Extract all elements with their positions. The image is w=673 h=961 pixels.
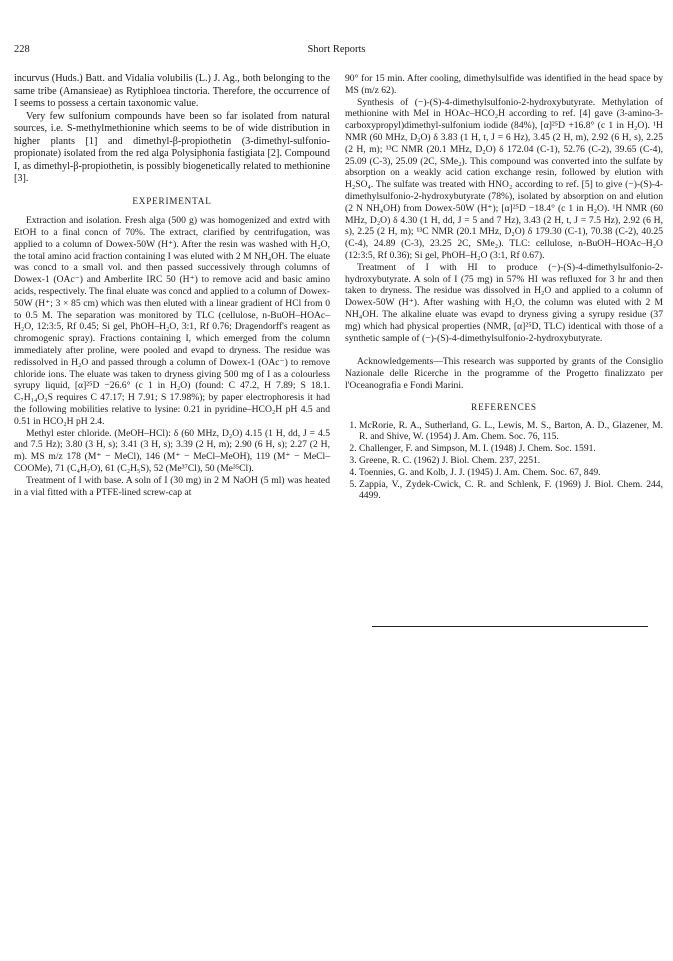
experimental-paragraph: Extraction and isolation. Fresh alga (500 g) was homogenized and extrd with EtOH to a final concn of 70%. The extract, clarified by centrifugation, was applied to a column of Dowex-50W (H⁺). After the resin was washed with H₂O, the total amino acid fraction containing I was eluted with 2 M NH₄OH. The eluate was concd to a small vol. and then passed successively through columns of Dowex-1 (OAc⁻) and Amberlite IRC 50 (H⁺) to remove acid and basic amino acids, respectively. The final eluate was concd and applied to a column of Dowex-50W (H⁺; 3 × 85 cm) which was then eluted with a linear gradient of HCl from 0 to 0.5 M. The separation was monitored by TLC (cellulose, n-BuOH–HOAc–H₂O, 12:3:5, Rf 0.45; Si gel, PhOH–H₂O, 3:1, Rf 0.76; Dragendorff's reagent as chromogenic spray). Fractions containing I, which emerged from the column immediately after proline, were pooled and evapd to dryness. The residue was redissolved in H₂O and passed through a column of Dowex-1 (OAc⁻) to remove chloride ions. The eluate was taken to dryness giving 500 mg of I as a colourless syrupy liquid, [α]²⁵D −26.6° (c 1 in H₂O) (found: C 47.2, H 7.89; S 18.1. C₇H₁₄O₃S requires C 47.17; H 7.91; S 17.98%); by paper electrophoresis it had the following mobilities relative to lysine: 0.21 in pyridine–HCO₂H pH 4.5 and 0.51 in HCO₂H pH 2.4. xyxy=(14,215,330,427)
experimental-paragraph: Treatment of I with base. A soln of I (30 mg) in 2 M NaOH (5 ml) was heated in a vial fitted with a PTFE-lined screw-cap at xyxy=(14,474,330,498)
reference-item: 5. Zappia, V., Zydek-Cwick, C. R. and Schlenk, F. (1969) J. Biol. Chem. 244, 4499. xyxy=(359,479,663,503)
reference-item: 4. Toennies, G. and Kolb, J. J. (1945) J. Am. Chem. Soc. 67, 849. xyxy=(359,467,663,479)
journal-section-title: Short Reports xyxy=(307,44,366,55)
section-heading-references: REFERENCES xyxy=(471,401,537,412)
running-header xyxy=(14,44,659,58)
right-column xyxy=(345,73,663,502)
reference-list xyxy=(345,420,663,503)
intro-paragraph: Very few sulfonium compounds have been so far isolated from natural sources, i.e. S-methylmethionine which seems to be of wide distribution in higher plants [1] and dimethyl-β-propiothetin (3-dimethyl-sulfonio-propionate) isolated from the red alga Polysiphonia fastigiata [2]. Compound I, as dimethyl-β-propiothetin, is possibly biogenetically related to methionine [3]. xyxy=(14,110,330,184)
body-paragraph: Synthesis of (−)-(S)-4-dimethylsulfonio-2-hydroxybutyrate. Methylation of methionine with MeI in HOAc–HCO₂H according to ref. [4] gave (3-amino-3-carboxypropyl)dimethyl-sulfonium iodide (84%), [α]²⁵D +16.8° (c 1 in H₂O). ¹H NMR (60 MHz, D₂O) δ 3.83 (1 H, t, J = 6 Hz), 3.45 (2 H, m), 2.92 (6 H, s), 2.25 (2 H, m); ¹³C NMR (20.1 MHz, D₂O) δ 172.04 (C-1), 52.76 (C-2), 39.65 (C-4), 25.09 (C-3), 25.09 (2C, SMe₂). This compound was converted into the sulfate by absorption on a weakly acid cation exchange resin, followed by elution with H₂SO₄. The sulfate was treated with HNO₂ according to ref. [5] to give (−)-(S)-4-dimethylsulfonio-2-hydroxybutyrate (78%), isolated by absorption on and elution (2 N NH₄OH) from Dowex-50W (H⁺); [α]²⁵D −18.4° (c 1 in H₂O). ¹H NMR (60 MHz, D₂O) δ 4.30 (1 H, dd, J = 5 and 7 Hz), 3.43 (2 H, t, J = 7.5 Hz), 2.92 (6 H, s), 2.25 (2 H, m); ¹³C NMR (20.1 MHz, D₂O) δ 179.30 (C-1), 70.38 (C-2), 40.25 (C-4), 24.89 (C-3), 23.25 2C, SMe₂). TLC: cellulose, n-BuOH–HOAc–H₂O (12:3:5, Rf 0.36); Si gel, PhOH–H₂O (3:1, Rf 0.67). xyxy=(345,96,663,261)
intro-paragraph: incurvus (Huds.) Batt. and Vidalia volubilis (L.) J. Ag., both belonging to the same tribe (Amansieae) as Rytiphloea tinctoria. Therefore, the occurrence of I seems to possess a certain taxonomic value. xyxy=(14,73,330,109)
left-column xyxy=(14,73,330,498)
end-of-article-rule xyxy=(372,626,648,627)
page-number: 228 xyxy=(14,44,30,55)
acknowledgements: Acknowledgements—This research was supported by grants of the Consiglio Nazionale delle Ricerche in the programme of the Progetto finalizzato per l'Oceanografia e Fondi Marini. xyxy=(345,356,663,391)
section-heading-experimental: EXPERIMENTAL xyxy=(132,195,212,206)
body-paragraph: Treatment of I with HI to produce (−)-(S)-4-dimethylsulfonio-2-hydroxybutyrate. A soln of I (75 mg) in 57% HI was refluxed for 3 hr and then taken to dryness. The residue was dissolved in H₂O and applied to a column of Dowex-50W (H⁺). After washing with H₂O, the column was eluted with 2 M NH₄OH. The alkaline eluate was evapd to dryness giving a syrupy residue (37 mg) which had physical properties (NMR, [α]²⁵D, TLC) identical with those of a synthetic sample of (−)-(S)-4-dimethylsulfonio-2-hydroxybutyrate. xyxy=(345,261,663,344)
reference-item: 3. Greene, R. C. (1962) J. Biol. Chem. 237, 2251. xyxy=(359,455,663,467)
experimental-paragraph: Methyl ester chloride. (MeOH–HCl): δ (60 MHz, D₂O) 4.15 (1 H, dd, J = 4.5 and 7.5 Hz); 3.80 (3 H, s); 3.41 (3 H, s); 3.39 (2 H, m); 2.90 (6 H, s); 2.27 (2 H, m). MS m/z 178 (M⁺ − MeCl), 146 (M⁺ − MeCl–MeOH), 119 (M⁺ − MeCl–COOMe), 71 (C₄H₇O), 61 (C₂H₅S), 52 (Me³⁷Cl), 50 (Me³⁵Cl). xyxy=(14,427,330,475)
reference-item: 1. McRorie, R. A., Sutherland, G. L., Lewis, M. S., Barton, A. D., Glazener, M. R. and Shive, W. (1954) J. Am. Chem. Soc. 76, 115. xyxy=(359,420,663,444)
body-paragraph: 90° for 15 min. After cooling, dimethylsulfide was identified in the head space by MS (m/z 62). xyxy=(345,73,663,96)
reference-item: 2. Challenger, F. and Simpson, M. I. (1948) J. Chem. Soc. 1591. xyxy=(359,443,663,455)
